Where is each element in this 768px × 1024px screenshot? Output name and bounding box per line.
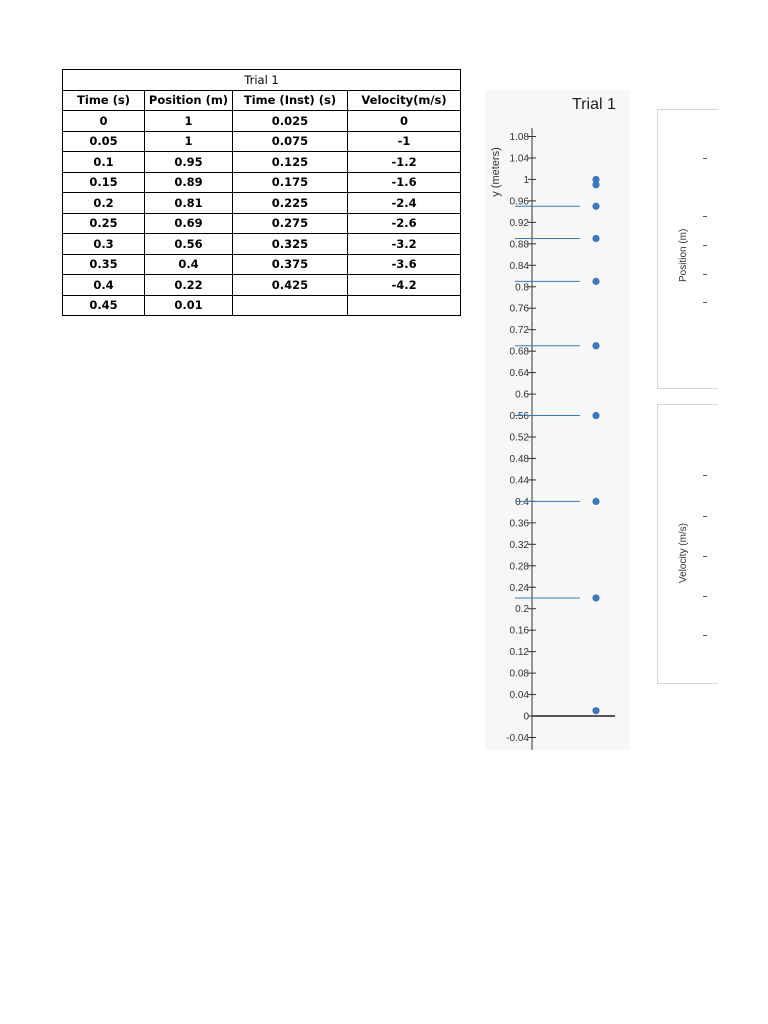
table-cell: 1 xyxy=(145,131,233,152)
y-tick-label: 1.04 xyxy=(509,153,529,165)
table-cell: 0.375 xyxy=(233,254,348,275)
table-title: Trial 1 xyxy=(63,70,461,91)
y-tick-label: 0.04 xyxy=(509,690,529,702)
y-axis-title: y (meters) xyxy=(490,147,502,197)
position-axis-tick xyxy=(703,158,707,159)
table-cell: 0.45 xyxy=(63,295,145,316)
velocity-axis-label: Velocity (m/s) xyxy=(678,522,689,583)
table-cell: -1.6 xyxy=(348,172,461,193)
position-axis-tick xyxy=(703,302,707,303)
data-point xyxy=(592,235,599,242)
header-time: Time (s) xyxy=(63,90,145,111)
table-cell: 0.1 xyxy=(63,152,145,173)
table-cell: 0.425 xyxy=(233,275,348,296)
table-cell: 0.05 xyxy=(63,131,145,152)
position-chart-panel xyxy=(657,109,718,389)
velocity-axis-tick xyxy=(703,475,707,476)
table-cell: 0.95 xyxy=(145,152,233,173)
y-tick-label: 0.96 xyxy=(509,196,529,208)
velocity-axis-tick xyxy=(703,596,707,597)
y-tick-label: 0.52 xyxy=(509,432,529,444)
chart-title: Trial 1 xyxy=(572,96,616,113)
y-tick-label: 0.32 xyxy=(509,539,529,551)
table-cell: 0.89 xyxy=(145,172,233,193)
table-cell: 0.275 xyxy=(233,213,348,234)
velocity-axis-tick xyxy=(703,635,707,636)
y-tick-label: 0.68 xyxy=(509,346,529,358)
data-point xyxy=(592,412,599,419)
table-cell: 0.4 xyxy=(145,254,233,275)
y-tick-label: 0.84 xyxy=(509,260,529,272)
data-point xyxy=(592,342,599,349)
table-cell: 0.225 xyxy=(233,193,348,214)
y-tick-label: 0.76 xyxy=(509,303,529,315)
y-tick-label: 0.36 xyxy=(509,518,529,530)
table-cell: -4.2 xyxy=(348,275,461,296)
y-tick-label: 0.72 xyxy=(509,325,529,337)
table-cell: 0.4 xyxy=(63,275,145,296)
y-tick-label: 0.12 xyxy=(509,647,529,659)
y-tick-label: 0.08 xyxy=(509,668,529,680)
table-cell: 0 xyxy=(63,111,145,132)
table-cell: 0.025 xyxy=(233,111,348,132)
velocity-chart-panel xyxy=(657,404,718,684)
table-cell: 1 xyxy=(145,111,233,132)
table-cell: -3.2 xyxy=(348,234,461,255)
header-time-inst: Time (Inst) (s) xyxy=(233,90,348,111)
table-cell: -1.2 xyxy=(348,152,461,173)
data-point xyxy=(592,498,599,505)
y-tick-label: 0.64 xyxy=(509,368,529,380)
y-tick-label: 0.6 xyxy=(515,389,529,401)
data-point xyxy=(592,181,599,188)
table-cell: 0.125 xyxy=(233,152,348,173)
velocity-axis-tick xyxy=(703,556,707,557)
y-tick-label: 0.88 xyxy=(509,239,529,251)
y-tick-label: 0.8 xyxy=(515,282,529,294)
y-tick-label: 0.2 xyxy=(515,604,529,616)
header-position: Position (m) xyxy=(145,90,233,111)
table-cell: 0.075 xyxy=(233,131,348,152)
table-cell: 0.81 xyxy=(145,193,233,214)
table-cell: 0.2 xyxy=(63,193,145,214)
table-cell: 0.22 xyxy=(145,275,233,296)
position-axis-tick xyxy=(703,245,707,246)
data-point xyxy=(592,707,599,714)
y-tick-label: 0.24 xyxy=(509,582,529,594)
y-tick-label: 1 xyxy=(523,174,529,186)
table-cell: 0.01 xyxy=(145,295,233,316)
table-cell: 0.56 xyxy=(145,234,233,255)
position-axis-tick xyxy=(703,216,707,217)
data-point xyxy=(592,203,599,210)
y-tick-label: 1.08 xyxy=(509,132,529,143)
y-tick-label: 0 xyxy=(523,711,529,723)
table-cell: 0.25 xyxy=(63,213,145,234)
position-axis-label: Position (m) xyxy=(678,228,689,282)
data-point xyxy=(592,594,599,601)
table-cell: -1 xyxy=(348,131,461,152)
position-axis-tick xyxy=(703,274,707,275)
table-cell: 0.3 xyxy=(63,234,145,255)
table-cell: -3.6 xyxy=(348,254,461,275)
table-cell: 0.69 xyxy=(145,213,233,234)
table-cell: 0.15 xyxy=(63,172,145,193)
table-cell: -2.6 xyxy=(348,213,461,234)
y-tick-label: -0.04 xyxy=(506,733,529,744)
y-tick-label: 0.56 xyxy=(509,411,529,423)
table-cell: -2.4 xyxy=(348,193,461,214)
y-tick-label: 0.28 xyxy=(509,561,529,573)
y-tick-label: 0.92 xyxy=(509,217,529,229)
data-point xyxy=(592,278,599,285)
y-tick-label: 0.4 xyxy=(515,496,529,508)
velocity-axis-tick xyxy=(703,516,707,517)
table-cell: 0.175 xyxy=(233,172,348,193)
table-cell: 0 xyxy=(348,111,461,132)
table-cell: 0.35 xyxy=(63,254,145,275)
table-cell: 0.325 xyxy=(233,234,348,255)
y-tick-label: 0.48 xyxy=(509,453,529,465)
y-tick-label: 0.16 xyxy=(509,625,529,637)
header-velocity: Velocity(m/s) xyxy=(348,90,461,111)
y-tick-label: 0.44 xyxy=(509,475,529,487)
